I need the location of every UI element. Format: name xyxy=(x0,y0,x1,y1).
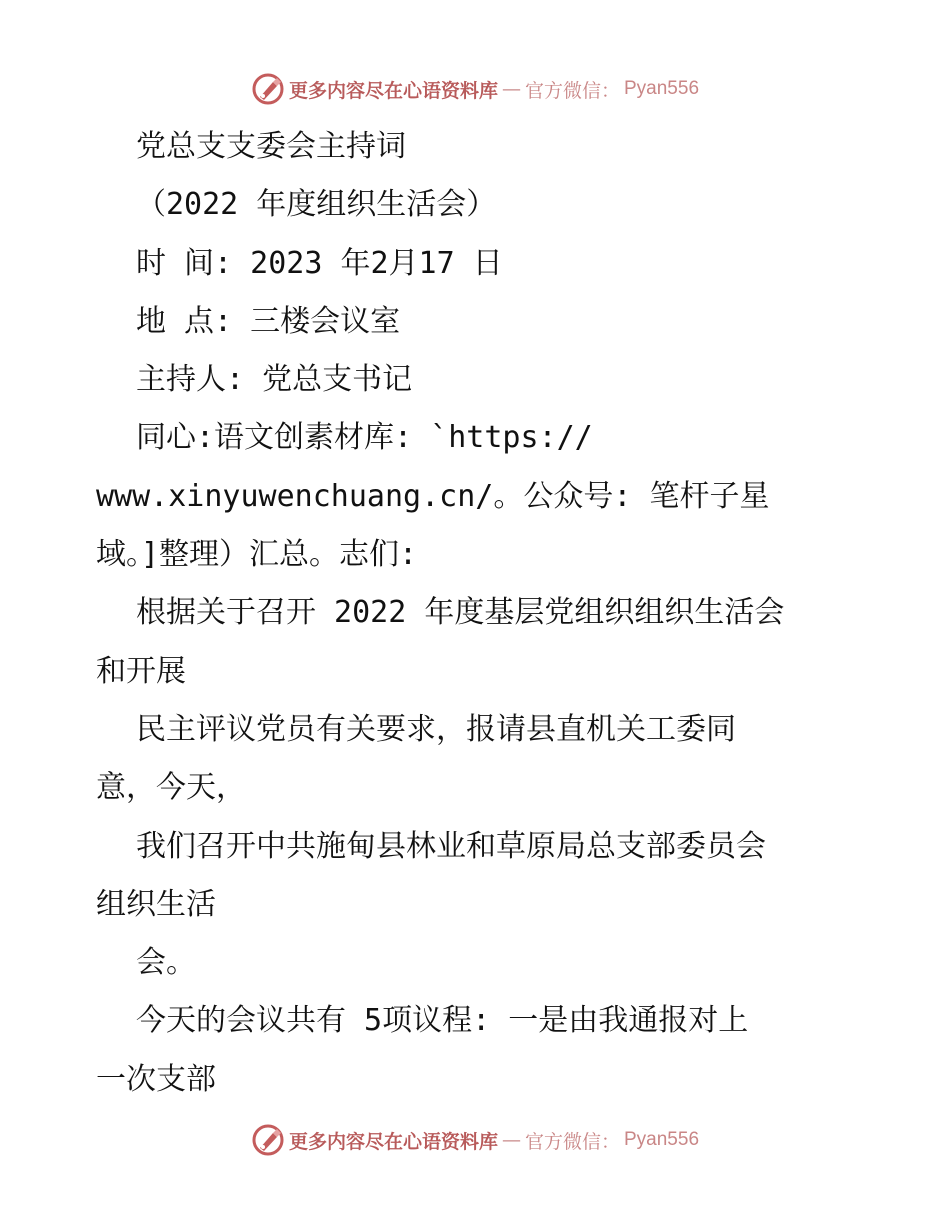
watermark-dash: — xyxy=(501,1129,521,1151)
doc-time: 时 间: 2023 年2月17 日 xyxy=(136,245,503,281)
watermark-account: Pyan556 xyxy=(624,1129,700,1150)
watermark-official: 官方微信： xyxy=(524,1130,620,1153)
footer-watermark xyxy=(0,1123,950,1157)
doc-paragraph-line: 和开展 xyxy=(96,653,186,689)
doc-paragraph-line: 今天的会议共有 5项议程: 一是由我通报对上 xyxy=(136,1003,749,1039)
watermark-official: 官方微信： xyxy=(524,79,620,102)
doc-host: 主持人: 党总支书记 xyxy=(136,362,413,398)
doc-paragraph-line: www.xinyuwenchuang.cn/。公众号: 笔杆子星 xyxy=(96,478,770,514)
doc-paragraph-line: 同心:语文创素材库: `https:// xyxy=(136,420,593,456)
doc-paragraph-line: 民主评议党员有关要求，报请县直机关工委同 xyxy=(136,711,736,747)
doc-paragraph-line: 根据关于召开 2022 年度基层党组织组织生活会 xyxy=(136,595,785,631)
doc-subtitle: （2022 年度组织生活会） xyxy=(136,187,497,223)
doc-paragraph-line: 组织生活 xyxy=(96,886,216,922)
header-watermark xyxy=(0,72,950,106)
watermark-brand: 更多内容尽在心语资料库 xyxy=(288,1130,498,1153)
pen-logo-icon xyxy=(251,1123,285,1157)
doc-paragraph-line: 会。 xyxy=(136,945,196,981)
watermark-account: Pyan556 xyxy=(624,78,700,99)
doc-paragraph-line: 域。]整理）汇总。志们: xyxy=(96,537,418,573)
doc-paragraph-line: 我们召开中共施甸县林业和草原局总支部委员会 xyxy=(136,828,766,864)
document-body xyxy=(96,118,866,1109)
doc-title: 党总支支委会主持词 xyxy=(136,129,406,164)
doc-paragraph-line: 意，今天， xyxy=(96,770,246,806)
watermark-dash: — xyxy=(501,78,521,100)
doc-paragraph-line: 一次支部 xyxy=(96,1061,216,1097)
doc-location: 地 点: 三楼会议室 xyxy=(136,303,401,339)
watermark-brand: 更多内容尽在心语资料库 xyxy=(288,79,498,102)
pen-logo-icon xyxy=(251,72,285,106)
